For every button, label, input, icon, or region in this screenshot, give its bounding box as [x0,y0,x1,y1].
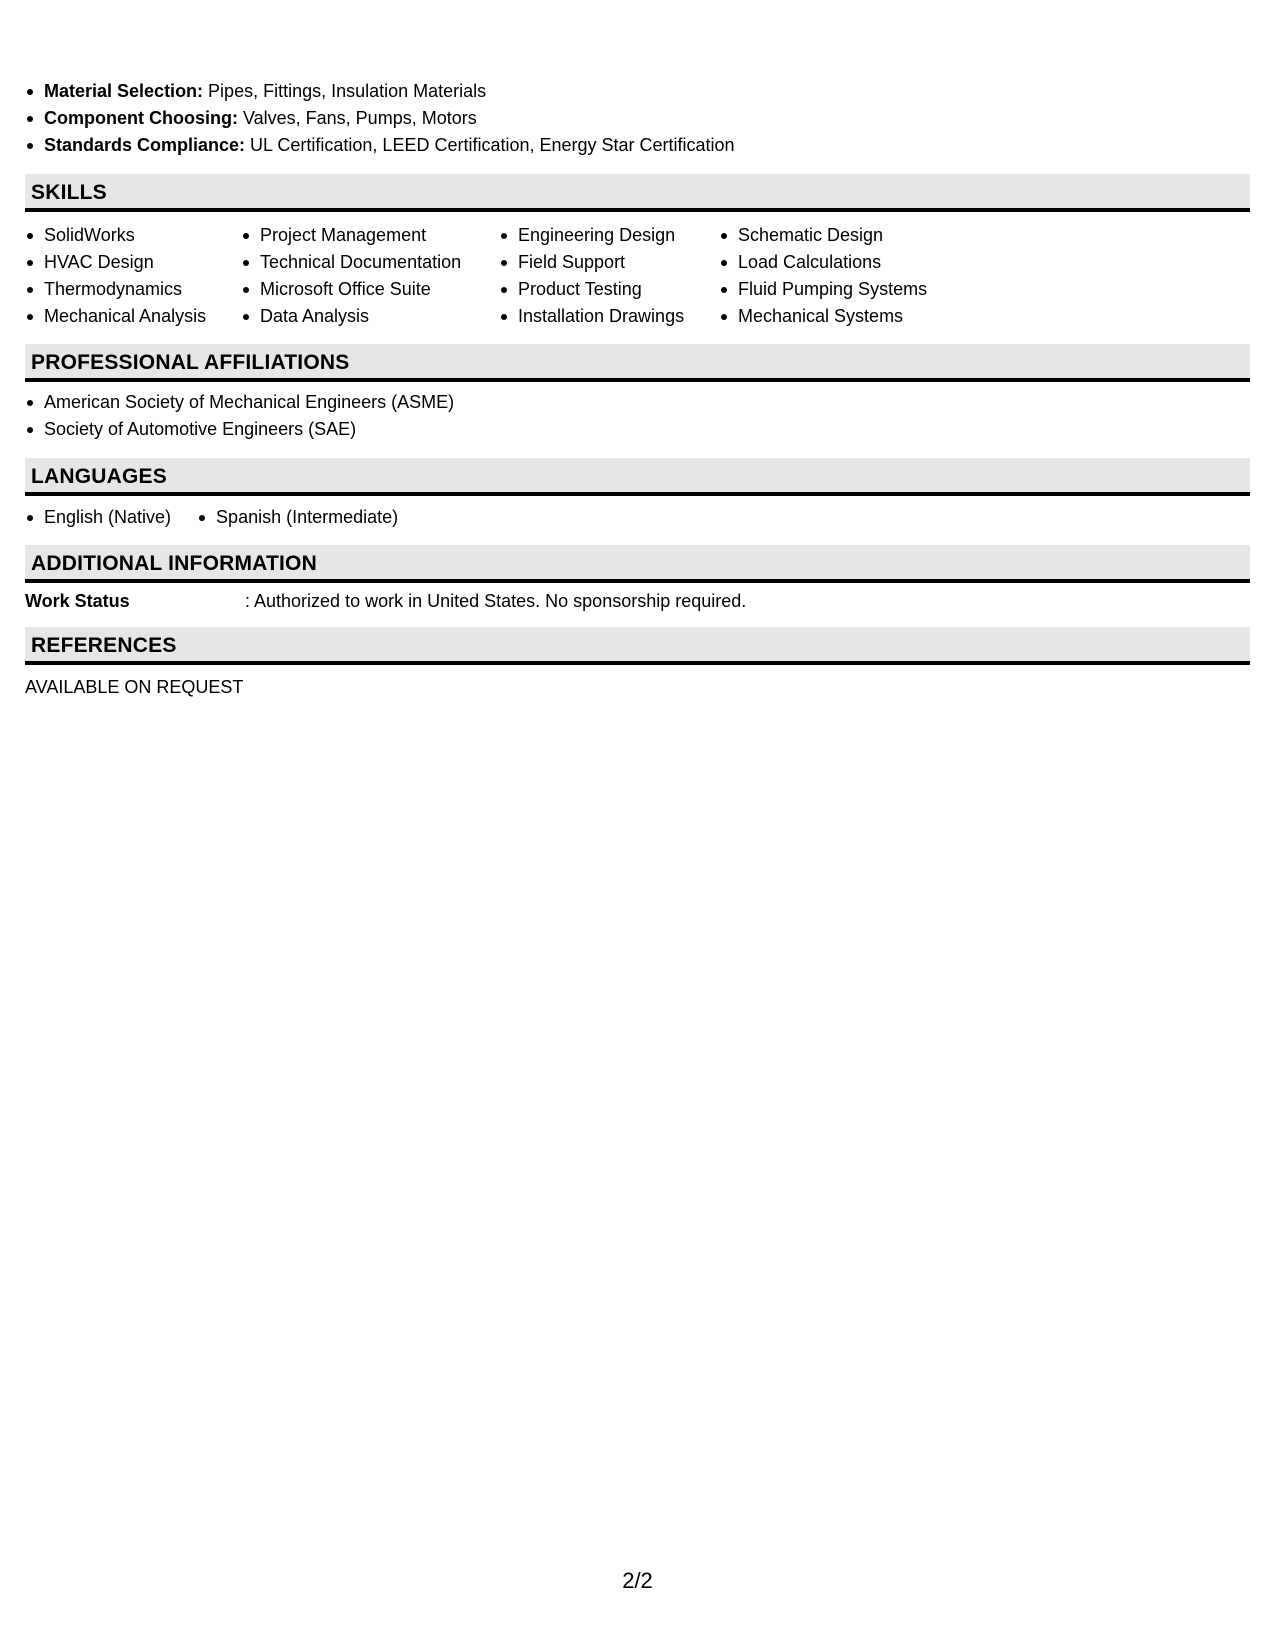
skill-item: Thermodynamics [25,276,223,303]
skill-item: Microsoft Office Suite [241,276,481,303]
skills-section-header: SKILLS [25,174,1250,212]
skill-item: SolidWorks [25,222,223,249]
item-text: Pipes, Fittings, Insulation Materials [203,81,487,101]
skill-item: Engineering Design [499,222,701,249]
skills-column [241,222,481,330]
affiliations-section-header: PROFESSIONAL AFFILIATIONS [25,344,1250,382]
work-status-label: Work Status [25,591,130,611]
language-item: Spanish (Intermediate) [197,504,398,531]
skills-column [719,222,959,330]
additional-info-section-header: ADDITIONAL INFORMATION [25,545,1250,583]
skill-item: Product Testing [499,276,701,303]
item-label: Material Selection: [44,81,204,101]
references-section-header: REFERENCES [25,627,1250,665]
page-number: 2/2 [622,1568,653,1593]
item-label: Standards Compliance: [44,135,246,155]
skill-item: Load Calculations [719,249,959,276]
resume-page [25,78,1250,699]
skills-grid [25,222,1250,330]
skill-item: Schematic Design [719,222,959,249]
list-item [25,132,1250,159]
affiliations-list [25,389,1250,443]
item-label: Component Choosing: [44,108,238,128]
affiliation-item: American Society of Mechanical Engineers (ASME) [25,389,1250,416]
skill-item: Technical Documentation [241,249,481,276]
project-details-list [25,78,1250,159]
languages-section-header: LANGUAGES [25,458,1250,496]
list-item [25,78,1250,105]
skill-item: Data Analysis [241,303,481,330]
skills-column [499,222,701,330]
skill-item: Installation Drawings [499,303,701,330]
skill-item: Project Management [241,222,481,249]
skill-item: Mechanical Systems [719,303,959,330]
language-item: English (Native) [25,504,171,531]
skills-column [25,222,223,330]
work-status-row [25,589,1250,613]
skill-item: HVAC Design [25,249,223,276]
affiliation-item: Society of Automotive Engineers (SAE) [25,416,1250,443]
languages-list [25,504,1250,531]
item-text: Valves, Fans, Pumps, Motors [237,108,477,128]
references-text: AVAILABLE ON REQUEST [25,677,244,697]
item-text: UL Certification, LEED Certification, Energy Star Certification [245,135,735,155]
list-item [25,105,1250,132]
skill-item: Mechanical Analysis [25,303,223,330]
work-status-value: : Authorized to work in United States. No sponsorship required. [245,591,747,611]
skill-item: Field Support [499,249,701,276]
skill-item: Fluid Pumping Systems [719,276,959,303]
